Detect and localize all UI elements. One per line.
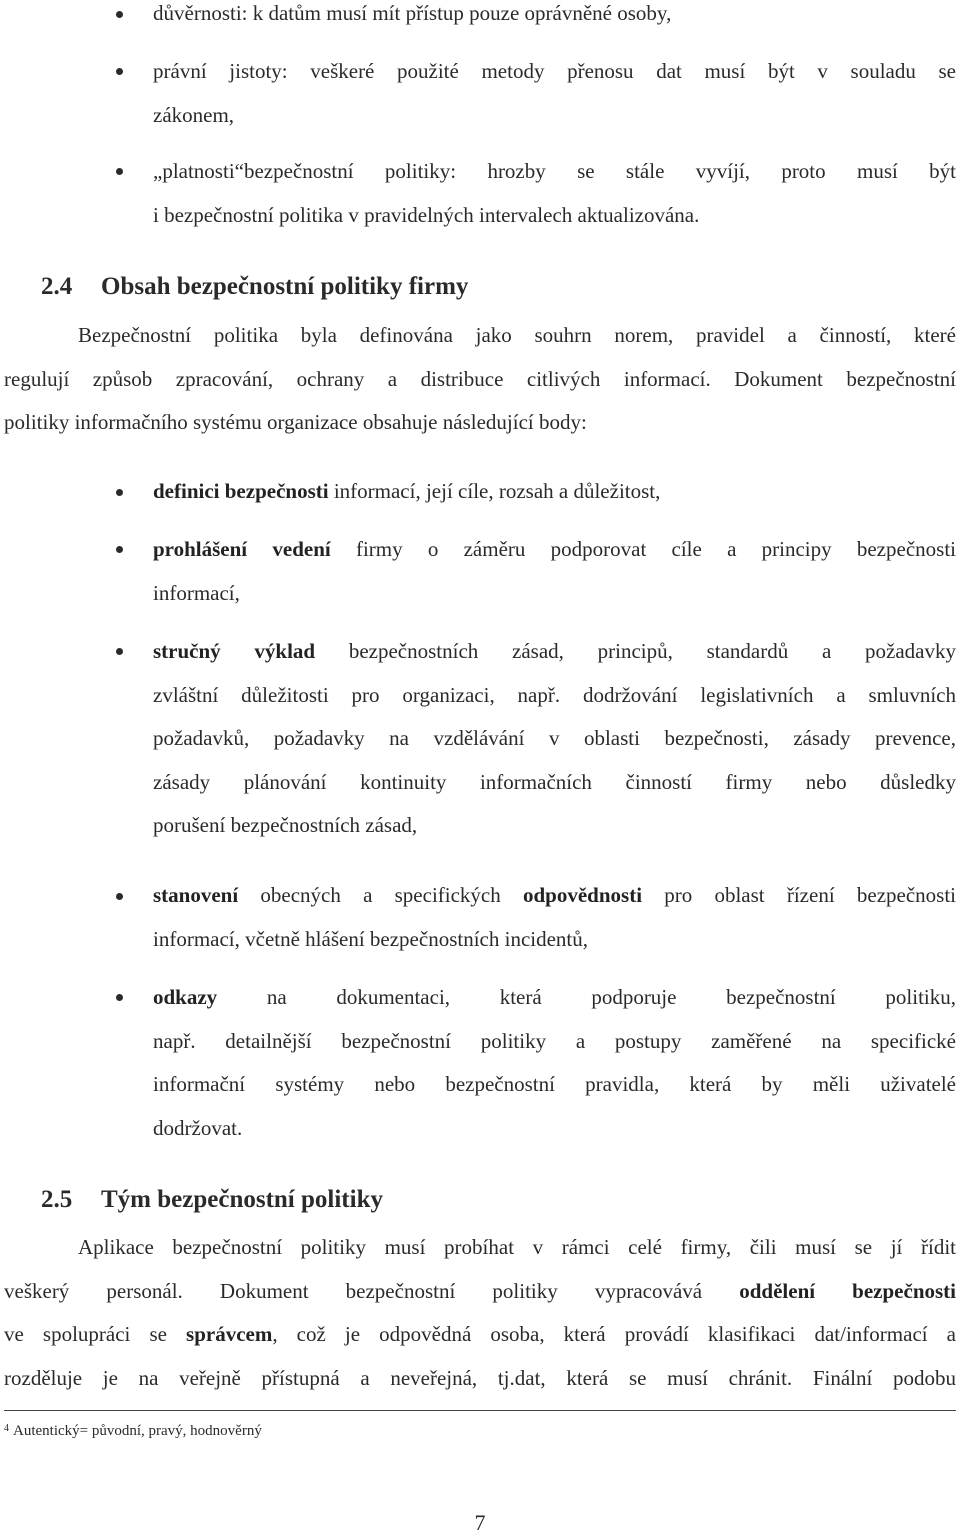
list-item-text: firmy o záměru podporovat cíle a principy bezpečnosti (330, 537, 956, 561)
paragraph-line: Bezpečnostní politika byla definována jako souhrn norem, pravidel a činností, které (78, 323, 956, 347)
section-heading (41, 1185, 383, 1215)
paragraph-line: rozděluje je na veřejně přístupná a neveřejná, tj.dat, která se musí chránit. Finální podobu (4, 1365, 956, 1390)
page-number: 7 (474, 1510, 486, 1535)
list-item-text: informací, včetně hlášení bezpečnostních incidentů, (153, 926, 589, 951)
bold-term: odkazy (153, 985, 218, 1009)
list-item-text: „platnosti“bezpečnostní politiky: hrozby se stále vyvíjí, proto musí být (153, 159, 956, 183)
bold-term: prohlášení vedení (153, 537, 331, 561)
list-item-text: zvláštní důležitosti pro organizaci, např. dodržování legislativních a smluvních (153, 682, 956, 707)
list-item-text: bezpečnostních zásad, principů, standardů a požadavky (315, 639, 956, 663)
bullet-icon (116, 994, 123, 1001)
list-item-text: důvěrnosti: k datům musí mít přístup pouze oprávněné osoby, (153, 1, 672, 25)
footnote-text: Autentický= původní, pravý, hodnověrný (13, 1423, 262, 1439)
section-title: Tým bezpečnostní politiky (101, 1186, 383, 1213)
paragraph (4, 314, 956, 445)
bullet-icon (116, 546, 123, 553)
paragraph-line: regulují způsob zpracování, ochrany a distribuce citlivých informací. Dokument bezpečnostní (4, 366, 956, 391)
section-number: 2.4 (41, 273, 73, 300)
paragraph (4, 1226, 956, 1400)
bold-term: stručný výklad (153, 639, 316, 663)
bullet-icon (116, 68, 123, 75)
list-item-text: např. detailnější bezpečnostní politiky a postupy zaměřené na specifické (153, 1028, 956, 1053)
list-item-text: zákonem, (153, 102, 235, 127)
list-item-text: pro oblast řízení bezpečnosti (642, 883, 956, 907)
paragraph-line: Aplikace bezpečnostní politiky musí probíhat v rámci celé firmy, čili musí se jí řídit (78, 1235, 956, 1259)
bullet-icon (116, 648, 123, 655)
bullet-icon (116, 893, 123, 900)
paragraph-line: politiky informačního systému organizace obsahuje následující body: (4, 410, 587, 434)
section-title: Obsah bezpečnostní politiky firmy (101, 273, 469, 300)
bold-term: oddělení bezpečnosti (739, 1278, 957, 1303)
bullet-icon (116, 11, 123, 18)
bold-term: definici bezpečnosti (153, 479, 329, 503)
paragraph-line: ve spolupráci se (4, 1322, 187, 1346)
list-item-text: obecných a specifických (238, 883, 523, 907)
paragraph-line: , což je odpovědná osoba, která provádí klasifikaci dat/informací a (272, 1322, 956, 1346)
paragraph-line: veškerý personál. Dokument bezpečnostní politiky vypracovává (4, 1278, 740, 1303)
bold-term: správcem (186, 1322, 273, 1346)
list-item-text: i bezpečnostní politika v pravidelných intervalech aktualizována. (153, 202, 700, 227)
bold-term: odpovědnosti (522, 883, 643, 907)
list-item-text: na dokumentaci, která podporuje bezpečnostní politiku, (217, 985, 956, 1009)
bullet-icon (116, 168, 123, 175)
footnote-mark: 4 (4, 1423, 9, 1434)
list-item-text: zásady plánování kontinuity informačních činností firmy nebo důsledky (153, 769, 956, 794)
list-item-text: informací, její cíle, rozsah a důležitost, (328, 479, 661, 503)
footnote (4, 1421, 262, 1441)
list-item-text: informační systémy nebo bezpečnostní pravidla, která by měli uživatelé (153, 1072, 956, 1096)
section-heading (41, 272, 468, 302)
list-item-text: právní jistoty: veškeré použité metody přenosu dat musí být v souladu se (153, 59, 956, 83)
list-item-text: informací, (153, 580, 240, 605)
bold-term: stanovení (153, 883, 239, 907)
list-item-text: dodržovat. (153, 1115, 243, 1140)
bullet-icon (116, 489, 123, 496)
list-item-text: porušení bezpečnostních zásad, (153, 813, 418, 837)
section-number: 2.5 (41, 1186, 73, 1213)
list-item-text: požadavků, požadavky na vzdělávání v oblasti bezpečnosti, zásady prevence, (153, 726, 956, 750)
footnote-divider (4, 1410, 956, 1411)
